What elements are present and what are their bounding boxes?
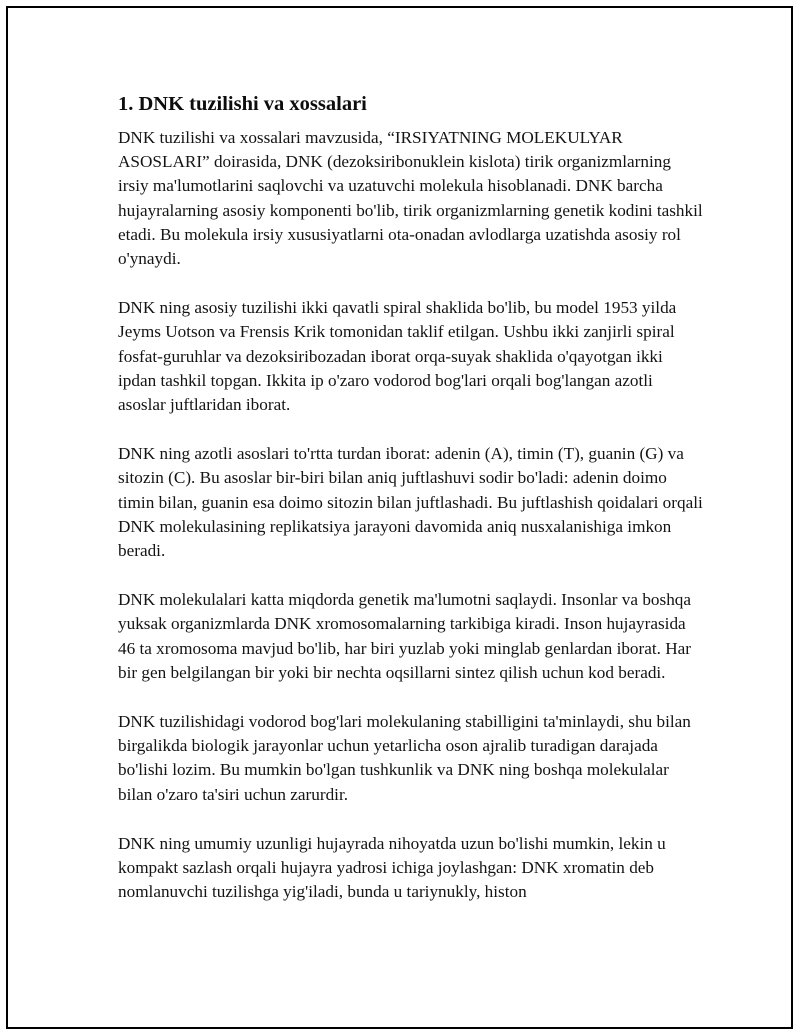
- paragraph-dnk-definition: DNK tuzilishi va xossalari mavzusida, “IRSIYATNING MOLEKULYAR ASOSLARI” doirasida, DNK (dezoksiribonuklein kislota) tirik organizmlarning irsiy ma'lumotlarini saqlovchi va uzatuvchi molekula hisoblanadi. DNK barcha hujayralarning asosiy komponenti bo'lib, tirik organizmlarning genetik kodini tashkil etadi. Bu molekula irsiy xususiyatlarni ota-onadan avlodlarga uzatishda asosiy rol o'ynaydi.: [118, 128, 703, 269]
- paragraph-nitrogenous-bases: DNK ning azotli asoslari to'rtta turdan iborat: adenin (A), timin (T), guanin (G) va sitozin (C). Bu asoslar bir-biri bilan aniq juftlashuvi sodir bo'ladi: adenin doimo timin bilan, guanin esa doimo sitozin bilan juftlashadi. Bu juftlashish qoidalari orqali DNK molekulasining replikatsiya jarayoni davomida aniq nusxalanishiga imkon beradi.: [118, 444, 703, 561]
- paragraph-dnk-length: DNK ning umumiy uzunligi hujayrada nihoyatda uzun bo'lishi mumkin, lekin u kompakt sazlash orqali hujayra yadrosi ichiga joylashgan: DNK xromatin deb nomlanuvchi tuzilishga yig'iladi, bunda u tariynukly, histon: [118, 833, 666, 902]
- paragraph-genetic-information: DNK molekulalari katta miqdorda genetik ma'lumotni saqlaydi. Insonlar va boshqa yuksak organizmlarda DNK xromosomalarning tarkibiga kiradi. Inson hujayrasida 46 ta xromosoma mavjud bo'lib, har biri yuzlab yoki minglab genlardan iborat. Har bir gen belgilangan bir yoki bir nechta oqsillarni sintez qilish uchun kod beradi.: [118, 590, 692, 682]
- section-heading: 1. DNK tuzilishi va xossalari: [118, 93, 367, 115]
- document-body: [118, 90, 703, 929]
- paragraph-double-helix: DNK ning asosiy tuzilishi ikki qavatli spiral shaklida bo'lib, bu model 1953 yilda Jeyms Uotson va Frensis Krik tomonidan taklif etilgan. Ushbu ikki zanjirli spiral fosfat-guruhlar va dezoksiribozadan iborat orqa-suyak shaklida o'qayotgan ikki ipdan tashkil topgan. Ikkita ip o'zaro vodorod bog'lari orqali bog'langan azotli asoslar juftlaridan iborat.: [118, 298, 677, 415]
- paragraph-hydrogen-bonds: DNK tuzilishidagi vodorod bog'lari molekulaning stabilligini ta'minlaydi, shu bilan birgalikda biologik jarayonlar uchun yetarlicha oson ajralib turadigan darajada bo'lishi lozim. Bu mumkin bo'lgan tushkunlik va DNK ning boshqa molekulalar bilan o'zaro ta'siri uchun zarurdir.: [118, 712, 691, 804]
